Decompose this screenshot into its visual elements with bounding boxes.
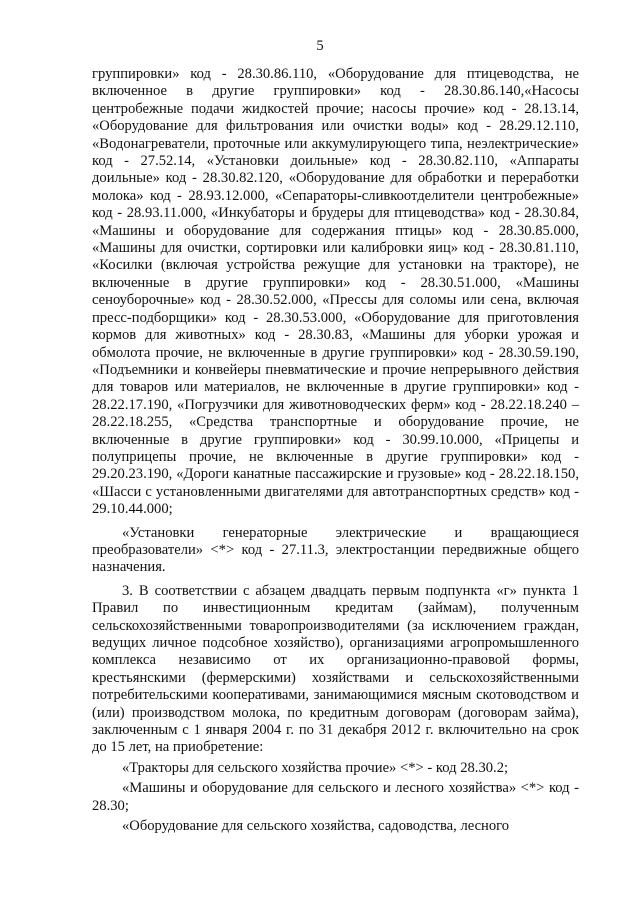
document-body bbox=[92, 66, 579, 835]
page-number: 5 bbox=[316, 38, 324, 54]
paragraph-equipment-list: группировки» код - 28.30.86.110, «Оборудование для птицеводства, не включенное в другие группировки» код - 28.30.86.140,«Насосы центробежные подачи жидкостей прочие; насосы прочие» код - 28.13.14, «Оборудование для фильтрования или очистки воды» код - 28.29.12.110, «Водонагреватели, проточные или аккумулирующего типа, неэлектрические» код - 27.52.14, «Установки доильные» код - 28.30.82.110, «Аппараты доильные» код - 28.30.82.120, «Оборудование для обработки и переработки молока» код - 28.93.12.000, «Сепараторы-сливкоотделители центробежные» код - 28.93.11.000, «Инкубаторы и брудеры для птицеводства» код - 28.30.84, «Машины и оборудование для содержания птицы» код - 28.30.85.000, «Машины для очистки, сортировки или калибровки яиц» код - 28.30.81.110, «Косилки (включая устройства режущие для установки на тракторе), не включенные в другие группировки» код - 28.30.51.000, «Машины сеноуборочные» код - 28.30.52.000, «Прессы для соломы или сена, включая пресс-подборщики» код - 28.30.53.000, «Оборудование для приготовления кормов для животных» код - 28.30.83, «Машины для уборки урожая и обмолота прочие, не включенные в другие группировки» код - 28.30.59.190, «Подъемники и конвейеры пневматические и прочие непрерывного действия для товаров или материалов, не включенные в другие группировки» код - 28.22.17.190, «Погрузчики для животноводческих ферм» код - 28.22.18.240 – 28.22.18.255, «Средства транспортные и оборудование прочие, не включенные в другие группировки» код - 30.99.10.000, «Прицепы и полуприцепы прочие, не включенные в другие группировки» код - 29.20.23.190, «Дороги канатные пассажирские и грузовые» код - 28.22.18.150, «Шасси с установленными двигателями для автотранспортных средств» код - 29.10.44.000; bbox=[92, 66, 579, 518]
paragraph-equipment-start: «Оборудование для сельского хозяйства, садоводства, лесного bbox=[122, 818, 510, 835]
paragraph-tractors: «Тракторы для сельского хозяйства прочие» <*> - код 28.30.2; bbox=[122, 759, 509, 776]
paragraph-machines: «Машины и оборудование для сельского и лесного хозяйства» <*> код - 28.30; bbox=[92, 780, 579, 814]
paragraph-generators: «Установки генераторные электрические и вращающиеся преобразователи» <*> код - 27.11.3, электростанции передвижные общего назначения. bbox=[92, 524, 579, 576]
paragraph-section-3: 3. В соответствии с абзацем двадцать первым подпункта «г» пункта 1 Правил по инвестиционным кредитам (займам), полученным сельскохозяйственными товаропроизводителями (за исключением граждан, ведущих личное подсобное хозяйство), организациями агропромышленного комплекса независимо от их организационно-правовой формы, крестьянскими (фермерскими) хозяйствами и сельскохозяйственными потребительскими кооперативами, занимающимися мясным скотоводством и (или) производством молока, по кредитным договорам (договорам займа), заключенным с 1 января 2004 г. по 31 декабря 2012 г. включительно на срок до 15 лет, на приобретение: bbox=[92, 582, 579, 756]
